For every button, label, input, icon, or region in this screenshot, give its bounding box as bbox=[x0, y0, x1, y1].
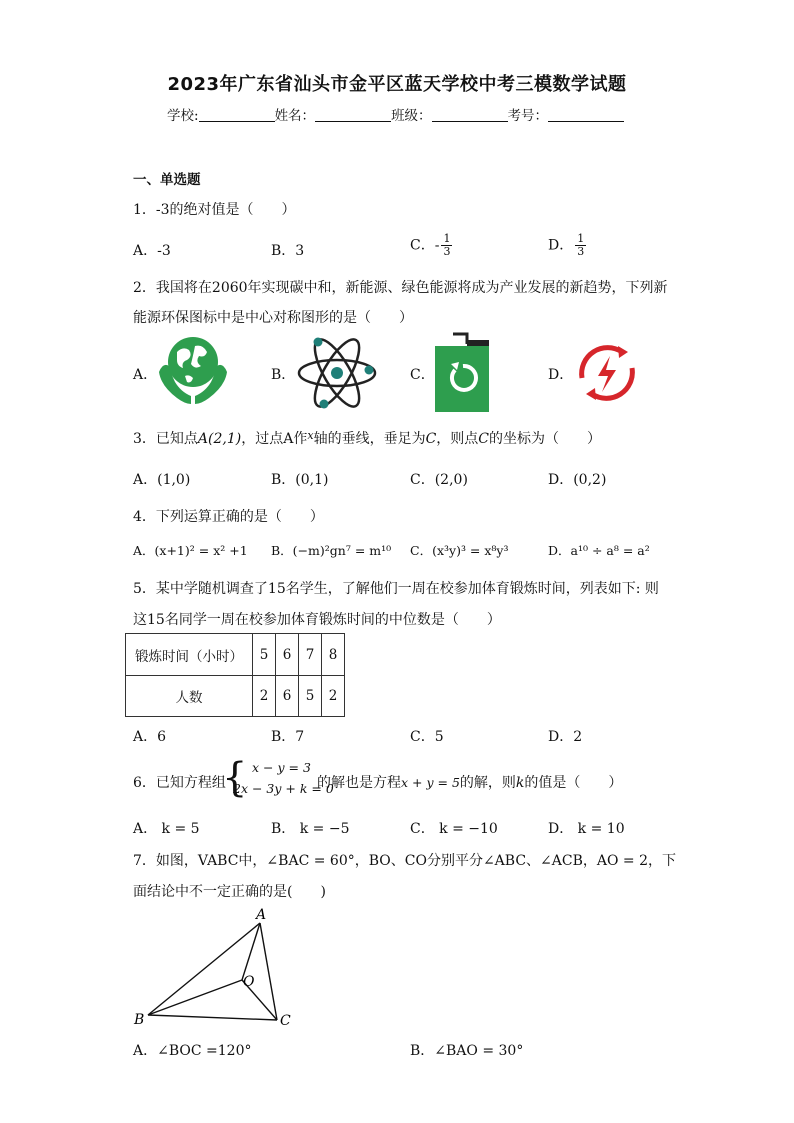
equation-1: x − y = 3 bbox=[252, 760, 311, 775]
lightning-cycle-icon bbox=[572, 338, 642, 408]
side-bc bbox=[148, 1015, 277, 1020]
segment-bo bbox=[148, 980, 242, 1015]
q7-option-b: B．∠BAO = 30° bbox=[410, 1043, 524, 1059]
q7-option-a: A．∠BOC =120° bbox=[133, 1043, 252, 1059]
q1-option-a: A．-3 bbox=[133, 243, 171, 259]
side-ab bbox=[148, 923, 260, 1015]
table-cell: 6 bbox=[276, 634, 299, 676]
table-cell: 锻炼时间（小时） bbox=[126, 634, 253, 676]
q4-option-b: B．(−m)²gn⁷ = m¹⁰ bbox=[271, 543, 392, 558]
q2-option-b: B． bbox=[271, 367, 296, 383]
name-label: 姓名： bbox=[274, 108, 316, 124]
fraction: $\frac{1}{3}$ bbox=[443, 232, 451, 258]
question-7-line1: 7．如图，VABC中，∠BAC = 60°，BO、CO分别平分∠ABC、∠ACB，AO = 2，下 bbox=[133, 853, 677, 869]
equation-3: x + y = 5 bbox=[401, 775, 460, 790]
vertex-label-a: A bbox=[256, 907, 267, 923]
q6-option-c: C． k = −10 bbox=[410, 821, 498, 837]
section-heading: 一、单选题 bbox=[133, 172, 201, 188]
school-blank bbox=[199, 121, 275, 122]
table-cell: 2 bbox=[322, 676, 345, 717]
side-ac bbox=[260, 923, 277, 1020]
system-brace: { bbox=[222, 755, 248, 801]
question-7-line2: 面结论中不一定正确的是( ) bbox=[133, 884, 326, 900]
q5-option-c: C．5 bbox=[410, 729, 444, 745]
q3-option-a: A．(1,0) bbox=[133, 472, 191, 488]
question-3-stem: 3．已知点A(2,1)，过点A作$^x$轴的垂线，垂足为C，则点C的坐标为（ ） bbox=[133, 429, 602, 447]
table-cell: 人数 bbox=[126, 676, 253, 717]
globe-hands-icon bbox=[155, 332, 231, 410]
q4-option-a: A．(x+1)² = x² +1 bbox=[133, 543, 248, 558]
page-title: 2023年广东省汕头市金平区蓝天学校中考三模数学试题 bbox=[167, 74, 627, 95]
q2-option-a: A． bbox=[133, 367, 158, 383]
table-cell: 5 bbox=[253, 634, 276, 676]
segment-ao bbox=[242, 923, 260, 980]
school-label: 学校: bbox=[167, 108, 199, 124]
q1-option-d: D． $\frac{1}{3}$ bbox=[548, 232, 585, 258]
point-label-o: O bbox=[243, 974, 255, 990]
q5-option-d: D．2 bbox=[548, 729, 583, 745]
vertex-label-b: B bbox=[134, 1012, 145, 1028]
q4-option-d: D．a¹⁰ ÷ a⁸ = a² bbox=[548, 543, 650, 558]
equation-2: 2x − 3y + k = 0 bbox=[233, 781, 334, 796]
question-4-stem: 4．下列运算正确的是（ ） bbox=[133, 509, 324, 525]
q6-option-b: B． k = −5 bbox=[271, 821, 350, 837]
question-2-line1: 2．我国将在2060年实现碳中和，新能源、绿色能源将成为产业发展的新趋势，下列新 bbox=[133, 280, 668, 296]
q3-option-c: C．(2,0) bbox=[410, 472, 468, 488]
exam-number-label: 考号： bbox=[507, 108, 549, 124]
table-cell: 2 bbox=[253, 676, 276, 717]
q2-option-d: D． bbox=[548, 367, 574, 383]
question-1-stem: 1．-3的绝对值是（ ） bbox=[133, 202, 296, 218]
point-a: A(2,1) bbox=[197, 431, 242, 447]
q1-option-c: C．- $\frac{1}{3}$ bbox=[410, 232, 451, 258]
q5-option-a: A．6 bbox=[133, 729, 167, 745]
vertex-label-c: C bbox=[280, 1013, 291, 1029]
class-label: 班级： bbox=[391, 108, 432, 124]
q6-option-d: D． k = 10 bbox=[548, 821, 625, 837]
q1-option-b: B．3 bbox=[271, 243, 305, 259]
question-5-line2: 这15名同学一周在校参加体育锻炼时间的中位数是（ ） bbox=[133, 612, 501, 628]
exercise-time-table bbox=[125, 633, 345, 717]
question-6-rest: 的解也是方程x + y = 5的解，则k的值是（ ） bbox=[317, 775, 623, 791]
q5-option-b: B．7 bbox=[271, 729, 305, 745]
triangle-diagram bbox=[130, 905, 300, 1030]
recycle-battery-icon bbox=[433, 330, 495, 414]
q3-option-b: B．(0,1) bbox=[271, 472, 329, 488]
q2-option-c: C． bbox=[410, 367, 435, 383]
exam-number-blank bbox=[548, 121, 624, 122]
name-blank bbox=[315, 121, 391, 122]
class-blank bbox=[432, 121, 508, 122]
question-2-line2: 能源环保图标中是中心对称图形的是（ ） bbox=[133, 310, 413, 326]
q6-option-a: A． k = 5 bbox=[133, 821, 200, 837]
q4-option-c: C．(x³y)³ = x⁸y³ bbox=[410, 543, 509, 558]
table-cell: 7 bbox=[299, 634, 322, 676]
atom-icon bbox=[296, 332, 378, 414]
student-info-line bbox=[167, 104, 624, 124]
table-cell: 8 bbox=[322, 634, 345, 676]
fraction: $\frac{1}{3}$ bbox=[577, 232, 585, 258]
table-row bbox=[126, 634, 345, 676]
question-5-line1: 5．某中学随机调查了15名学生，了解他们一周在校参加体育锻炼时间，列表如下: 则 bbox=[133, 581, 659, 597]
table-cell: 5 bbox=[299, 676, 322, 717]
q3-option-d: D．(0,2) bbox=[548, 472, 607, 488]
table-row bbox=[126, 676, 345, 717]
table-cell: 6 bbox=[276, 676, 299, 717]
question-6-prefix: 6．已知方程组 bbox=[133, 775, 226, 791]
